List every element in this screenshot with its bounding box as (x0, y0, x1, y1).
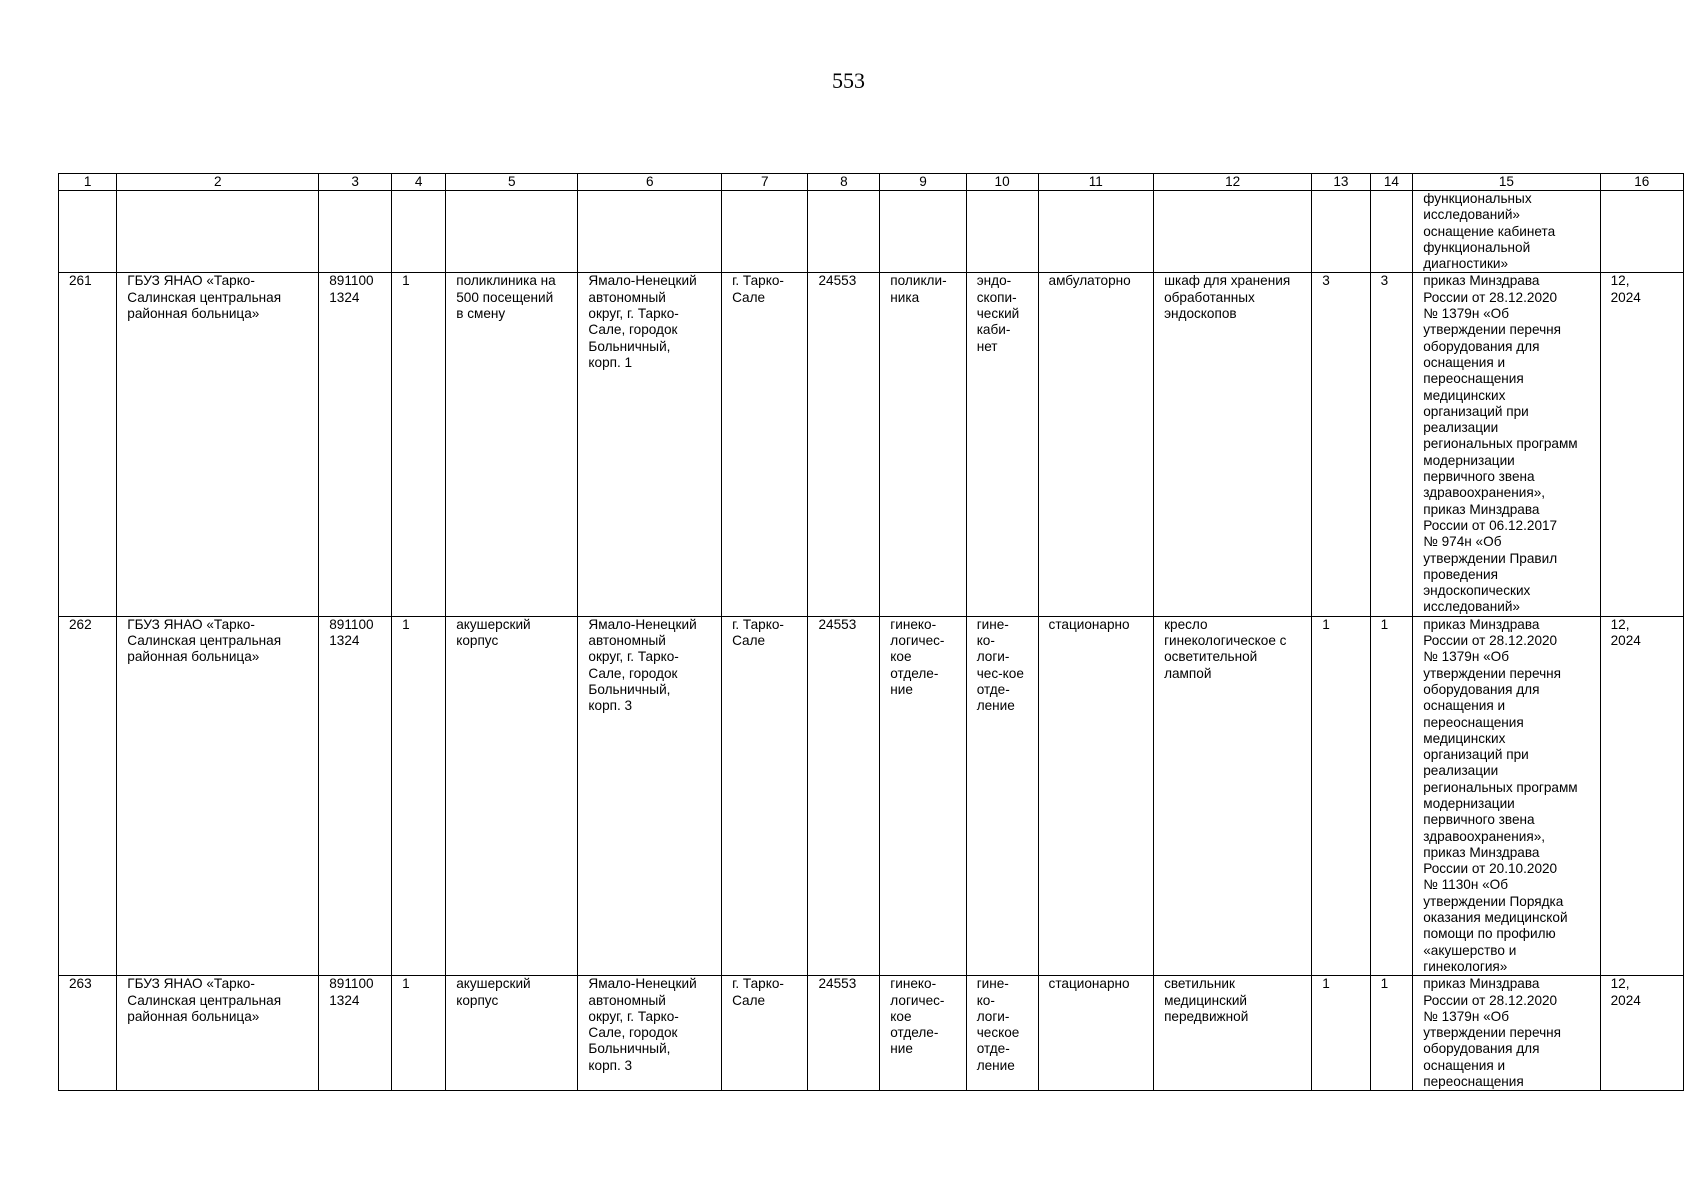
quantity-planned: 3 (1380, 273, 1389, 289)
column-number: 9 (880, 174, 966, 191)
cell-address (578, 273, 722, 616)
cell-care-form (1038, 616, 1154, 976)
cell-empty (446, 191, 578, 273)
cell-row-number (59, 616, 117, 976)
unit-name: поликли- ника (890, 273, 947, 305)
cell-building (446, 976, 578, 1091)
cell-quantity (1312, 273, 1370, 616)
cell-deadline (1600, 976, 1683, 1091)
cell-care-form (1038, 273, 1154, 616)
cell-population (808, 273, 880, 616)
legal-basis-text: приказ Минздрава России от 28.12.2020 № 1379н «Об утверждении перечня оборудования для оснащения и переоснащения медицинских организаций при реализации региональных программ модернизации первичного звена здравоохранения», приказ Минздрава России от 06.12.2017 № 974н «Об утверждении Правил проведения эндоскопических исследований» (1423, 273, 1578, 615)
cell-inn (319, 616, 392, 976)
unit-name: гинеко- логичес- кое отделе- ние (890, 616, 945, 697)
cell-quantity (1312, 976, 1370, 1091)
subunit-name: гине- ко- логи- ческое отде- ление (976, 976, 1020, 1073)
cell-organization (117, 976, 319, 1091)
building-name: акушерский корпус (456, 616, 531, 649)
settlement: г. Тарко- Сале (732, 976, 784, 1008)
building-name: поликлиника на 500 посещений в смену (456, 273, 556, 322)
organization-code: 891100 1324 (329, 616, 374, 649)
column-number: 13 (1312, 174, 1370, 191)
population: 24553 (818, 616, 857, 632)
unit-name: гинеко- логичес- кое отделе- ние (890, 976, 945, 1057)
column-number: 14 (1370, 174, 1413, 191)
cell-empty (722, 191, 808, 273)
cell-row-number (59, 976, 117, 1091)
column-number: 12 (1154, 174, 1312, 191)
cell-building (446, 616, 578, 976)
cell-address (578, 976, 722, 1091)
deadline: 12, 2024 (1610, 976, 1641, 1008)
page-number: 553 (832, 68, 865, 93)
organization-code: 891100 1324 (329, 273, 374, 305)
cell-legal-basis (1413, 191, 1600, 273)
cell-unit (880, 616, 966, 976)
cell-empty (880, 191, 966, 273)
cell-empty (59, 191, 117, 273)
address: Ямало-Ненецкий автономный округ, г. Тарко- Сале, городок Больничный, корп. 1 (588, 273, 697, 370)
address: Ямало-Ненецкий автономный округ, г. Тарко- Сале, городок Больничный, корп. 3 (588, 616, 697, 714)
cell-organization (117, 273, 319, 616)
address: Ямало-Ненецкий автономный округ, г. Тарко- Сале, городок Больничный, корп. 3 (588, 976, 697, 1073)
column-number: 3 (319, 174, 392, 191)
legal-basis-text: приказ Минздрава России от 28.12.2020 № 1379н «Об утверждении перечня оборудования для оснащения и переоснащения (1423, 976, 1562, 1090)
population: 24553 (818, 273, 857, 289)
cell-empty (966, 191, 1038, 273)
cell-address (578, 616, 722, 976)
column-number: 11 (1038, 174, 1154, 191)
cell-settlement (722, 976, 808, 1091)
settlement: г. Тарко- Сале (732, 273, 784, 305)
cell-count (392, 273, 446, 616)
cell-empty (392, 191, 446, 273)
equipment-name: кресло гинекологическое с осветительной лампой (1164, 616, 1287, 681)
quantity-total: 3 (1322, 273, 1330, 289)
object-count: 1 (402, 976, 410, 992)
subunit-name: гине- ко- логи- чес-кое отде- ление (976, 616, 1024, 714)
subunit-name: эндо- скопи- ческий каби- нет (976, 273, 1020, 354)
cell-settlement (722, 273, 808, 616)
cell-empty (117, 191, 319, 273)
settlement: г. Тарко- Сале (732, 616, 784, 649)
deadline: 12, 2024 (1610, 616, 1641, 649)
cell-unit (880, 273, 966, 616)
legal-basis-text: приказ Минздрава России от 28.12.2020 № 1379н «Об утверждении перечня оборудования для оснащения и переоснащения медицинских организаций при реализации региональных программ модернизации первичного звена здравоохранения», приказ Минздрава России от 20.10.2020 № 1130н «Об утверждении Порядка оказания медицинской помощи по профилю «акушерство и гинекология» (1423, 616, 1578, 974)
table-row (59, 976, 1684, 1091)
cell-empty (578, 191, 722, 273)
building-name: акушерский корпус (456, 976, 531, 1008)
table-row (59, 616, 1684, 976)
cell-empty (1154, 191, 1312, 273)
quantity-total: 1 (1322, 616, 1330, 632)
cell-unit (880, 976, 966, 1091)
cell-row-number (59, 273, 117, 616)
equipment-table (58, 173, 1684, 1091)
row-number: 261 (69, 273, 92, 289)
cell-subunit (966, 616, 1038, 976)
column-number: 2 (117, 174, 319, 191)
cell-population (808, 616, 880, 976)
cell-equipment (1154, 616, 1312, 976)
cell-deadline (1600, 273, 1683, 616)
cell-legal-basis (1413, 616, 1600, 976)
cell-count (392, 616, 446, 976)
cell-deadline (1600, 616, 1683, 976)
column-number: 4 (392, 174, 446, 191)
row-number: 262 (69, 616, 92, 632)
cell-inn (319, 273, 392, 616)
cell-empty (808, 191, 880, 273)
cell-empty (319, 191, 392, 273)
column-number: 16 (1600, 174, 1683, 191)
care-form: стационарно (1048, 616, 1130, 632)
cell-equipment (1154, 976, 1312, 1091)
cell-quantity (1370, 976, 1413, 1091)
quantity-planned: 1 (1380, 616, 1389, 632)
population: 24553 (818, 976, 857, 992)
cell-subunit (966, 976, 1038, 1091)
organization-name: ГБУЗ ЯНАО «Тарко- Салинская центральная районная больница» (127, 976, 282, 1024)
organization-code: 891100 1324 (329, 976, 374, 1008)
cell-building (446, 273, 578, 616)
care-form: амбулаторно (1048, 273, 1131, 289)
column-number: 5 (446, 174, 578, 191)
cell-legal-basis (1413, 273, 1600, 616)
quantity-total: 1 (1322, 976, 1330, 992)
equipment-name: шкаф для хранения обработанных эндоскопов (1164, 273, 1291, 322)
cell-empty (1600, 191, 1683, 273)
object-count: 1 (402, 273, 410, 289)
cell-legal-basis (1413, 976, 1600, 1091)
cell-equipment (1154, 273, 1312, 616)
column-number: 7 (722, 174, 808, 191)
column-number: 8 (808, 174, 880, 191)
cell-quantity (1370, 616, 1413, 976)
cell-empty (1370, 191, 1413, 273)
quantity-planned: 1 (1380, 976, 1389, 992)
cell-settlement (722, 616, 808, 976)
organization-name: ГБУЗ ЯНАО «Тарко- Салинская центральная районная больница» (127, 616, 282, 665)
column-number: 15 (1413, 174, 1600, 191)
equipment-name: светильник медицинский передвижной (1164, 976, 1249, 1024)
cell-inn (319, 976, 392, 1091)
deadline: 12, 2024 (1610, 273, 1641, 305)
column-number: 10 (966, 174, 1038, 191)
cell-population (808, 976, 880, 1091)
continuation-row (59, 191, 1684, 273)
column-number-row (59, 174, 1684, 191)
cell-care-form (1038, 976, 1154, 1091)
cell-empty (1312, 191, 1370, 273)
object-count: 1 (402, 616, 410, 632)
column-number: 6 (578, 174, 722, 191)
cell-quantity (1312, 616, 1370, 976)
table-row (59, 273, 1684, 616)
row-number: 263 (69, 976, 92, 992)
cell-organization (117, 616, 319, 976)
organization-name: ГБУЗ ЯНАО «Тарко- Салинская центральная районная больница» (127, 273, 282, 322)
cell-count (392, 976, 446, 1091)
care-form: стационарно (1048, 976, 1130, 992)
cell-quantity (1370, 273, 1413, 616)
cell-subunit (966, 273, 1038, 616)
column-number: 1 (59, 174, 117, 191)
cell-empty (1038, 191, 1154, 273)
legal-basis-text: функциональных исследований» оснащение кабинета функциональной диагностики» (1423, 191, 1556, 272)
